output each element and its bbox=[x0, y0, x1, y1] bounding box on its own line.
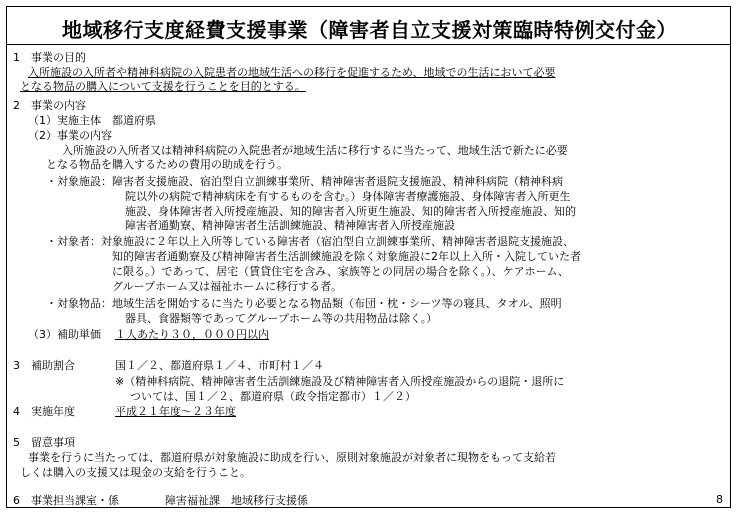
target-facility-line-3: 施設、身体障害者入所授産施設、知的障害者入所更生施設、知的障害者入所授産施設、知的 bbox=[125, 205, 576, 218]
title-divider bbox=[6, 44, 731, 45]
page-number: 8 bbox=[716, 493, 723, 506]
implementation-years-value: 平成２１年度～２３年度 bbox=[115, 405, 236, 418]
subsidy-ratio-note-1: ※（精神科病院、精神障害者生活訓練施設及び精神障害者入所授産施設からの退院・退所に bbox=[115, 375, 565, 388]
target-facility-line-1: ・対象施設：障害者支援施設、宿泊型自立訓練事業所、精神障害者退院支援施設、精神科病院（精神科病 bbox=[46, 175, 563, 188]
section-2-sub-2: （2）事業の内容 bbox=[28, 129, 112, 142]
target-facility-line-2: 院以外の病院で精神病床を有するものを含む。）身体障害者療護施設、身体障害者入所更生 bbox=[125, 190, 571, 203]
section-2-desc-2: となる物品を購入するための費用の助成を行う。 bbox=[46, 158, 288, 171]
section-1-heading: 1 事業の目的 bbox=[13, 51, 86, 64]
subsidy-unit-value: １人あたり３０，０００円以内 bbox=[115, 328, 269, 341]
target-item-line-1: ・対象物品：地域生活を開始するに当たり必要となる物品類（布団・枕・シーツ等の寝具、タオル、照明 bbox=[46, 297, 562, 310]
subsidy-ratio-value: 国１／２、都道府県１／４、市町村１／４ bbox=[115, 359, 324, 372]
section-1-line-2: となる物品の購入について支援を行うことを目的とする。 bbox=[20, 80, 306, 93]
target-person-line-2: 知的障害者通勤寮及び精神障害者生活訓練施設を除く対象施設に2年以上入所・入院していた者 bbox=[112, 250, 581, 263]
subsidy-ratio-note-2: ついては、国１／２、都道府県（政令指定都市）１／２） bbox=[130, 390, 416, 403]
responsible-division-value: 障害福祉課 地域移行支援係 bbox=[165, 494, 308, 507]
section-5-heading: 5 留意事項 bbox=[13, 436, 75, 449]
target-person-line-1: ・対象者：対象施設に２年以上入所等している障害者（宿泊型自立訓練事業所、精神障害者退院支援施設、 bbox=[46, 235, 574, 248]
section-2-desc-1: 入所施設の入所者又は精神科病院の入院患者が地域生活に移行するに当たって、地域生活で新たに必要 bbox=[62, 144, 568, 157]
subsidy-unit-label: （3）補助単価 bbox=[28, 328, 101, 341]
page-title: 地域移行支度経費支援事業（障害者自立支援対策臨時特例交付金） bbox=[62, 18, 677, 42]
target-person-line-4: グループホーム又は福祉ホームに移行する者。 bbox=[112, 280, 343, 293]
section-2-heading: 2 事業の内容 bbox=[13, 99, 86, 112]
target-person-line-3: に限る。）であって、居宅（賃貸住宅を含み、家族等との同居の場合を除く。）、ケアホーム、 bbox=[112, 265, 569, 278]
target-item-line-2: 器具、食器類等であってグループホーム等の共用物品は除く。） bbox=[125, 312, 438, 325]
section-5-line-1: 事業を行うに当たっては、都道府県が対象施設に助成を行い、原則対象施設が対象者に現物をもって支給若 bbox=[28, 451, 556, 464]
section-5-line-2: しくは購入の支援又は現金の支給を行うこと。 bbox=[20, 466, 251, 479]
section-2-sub-1: （1）実施主体 都道府県 bbox=[28, 114, 156, 127]
section-6-heading: 6 事業担当課室・係 bbox=[13, 494, 119, 507]
section-3-heading: 3 補助割合 bbox=[13, 359, 75, 372]
target-facility-line-4: 障害者通勤寮、精神障害者生活訓練施設、精神障害者入所授産施設 bbox=[125, 219, 455, 232]
section-1-line-1: 入所施設の入所者や精神科病院の入院患者の地域生活への移行を促進するため、地域での生活において必要 bbox=[28, 66, 556, 79]
section-4-heading: 4 実施年度 bbox=[13, 405, 75, 418]
